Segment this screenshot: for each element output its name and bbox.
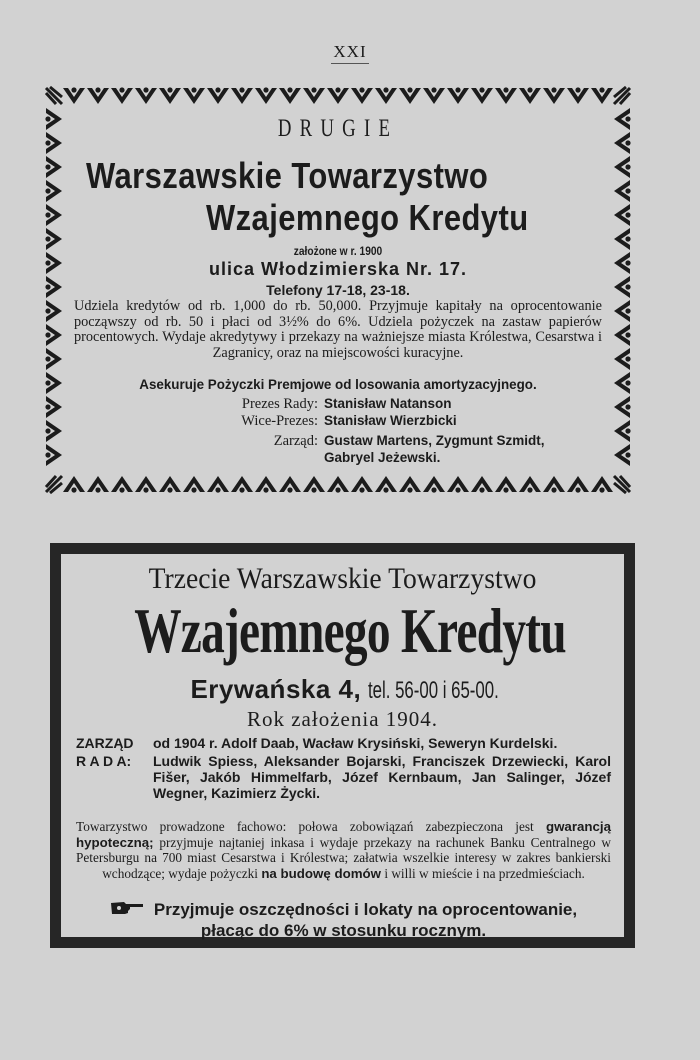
ad1-content	[66, 107, 610, 473]
ad1-founded: założone w r. 1900	[293, 244, 383, 258]
officer-role: Zarząd:	[273, 433, 318, 449]
officer-name: Stanisław Wierzbicki	[324, 413, 457, 428]
officer-role: Prezes Rady:	[241, 396, 318, 412]
officer-name: Gabryel Jeżewski.	[324, 450, 441, 465]
ad1-insurance: Asekuruje Pożyczki Premjowe od losowania amortyzacyjnego.	[139, 377, 537, 392]
ad2-body	[76, 819, 611, 881]
ad2-body-emphasis: na budowę domów	[261, 865, 381, 881]
ad2-title-line1: Trzecie Warszawskie Towarzystwo	[148, 562, 537, 595]
advertisement-drugie-towarzystwo	[44, 85, 632, 495]
ad1-title-line1: Warszawskie Towarzystwo	[86, 155, 489, 196]
board-members: Ludwik Spiess, Aleksander Bojarski, Franciszek Drzewiecki, Karol Fišer, Jakób Himmelfarb, Józef Kernbaum, Jan Salinger, Józef Wegner, Kazimierz Życki.	[153, 753, 611, 801]
ad2-phones: tel. 56-00 i 65-00.	[367, 677, 499, 704]
ad1-title-line2: Wzajemnego Kredytu	[206, 197, 529, 238]
pointing-hand-icon	[110, 900, 144, 921]
ornamental-border-bottom	[62, 473, 614, 495]
ad2-founded: Rok założenia 1904.	[246, 707, 439, 731]
board-row	[76, 735, 611, 751]
ornamental-border-right	[612, 107, 632, 473]
ornamental-border-left	[44, 107, 64, 473]
ad2-savings-line2: płacąc do 6% w stosunku rocznym.	[200, 921, 487, 941]
board-label: R A D A:	[76, 753, 132, 769]
ad2-address-line	[61, 674, 624, 705]
ad1-phones: Telefony 17-18, 23-18.	[266, 282, 410, 298]
board-row	[76, 753, 611, 801]
ad2-body-text: i willi w mieście i na przedmieściach.	[384, 865, 585, 881]
ad2-board	[76, 735, 611, 801]
officer-name: Stanisław Natanson	[324, 396, 452, 411]
ad2-body-text: Towarzystwo prowadzone fachowo: połowa zobowiązań zabezpieczona jest	[76, 819, 534, 834]
ornament-corner-top-left	[44, 85, 64, 107]
ad2-body-emphasis: gwarancją hypoteczną;	[76, 819, 612, 850]
ad2-body-text: przyjmuje najtaniej inkasa i wydaje przekazy na rachunek Banku Centralnego w Petersburgu na 700 miast Cesarstwa i Królestwa; załatwia wszelkie interesy w zakres bankierski wchodzące; wydaje pożyczki	[76, 834, 611, 881]
ornament-corner-bottom-right	[612, 473, 632, 495]
ad2-savings	[76, 900, 611, 941]
ornament-corner-top-right	[612, 85, 632, 107]
ad2-title-line2: Wzajemnego Kredytu	[134, 595, 566, 666]
page-number: XXI	[0, 42, 700, 62]
officer-role: Wice-Prezes:	[241, 413, 318, 429]
ornament-corner-bottom-left	[44, 473, 64, 495]
ad1-kicker: DRUGIE	[277, 115, 399, 142]
board-members: od 1904 r. Adolf Daab, Wacław Krysiński, Seweryn Kurdelski.	[153, 735, 558, 751]
ad1-body: Udziela kredytów od rb. 1,000 do rb. 50,000. Przyjmuje kapitały na oprocentowanie począwszy od rb. 50 i płaci od 3½% do 6%. Udziela pożyczek na zastaw papierów procentowych. Wydaje akredytywy i przekazy na ważniejsze miasta Królestwa, Cesarstwa i Zagranicy, oraz na miejscowości kuracyjne.	[74, 298, 602, 361]
ad1-street: ulica Włodzimierska Nr. 17.	[208, 259, 468, 279]
board-label: ZARZĄD	[76, 735, 134, 751]
ornamental-border-top	[62, 85, 614, 107]
ad2-savings-line1: Przyjmuje oszczędności i lokaty na oprocentowanie,	[153, 900, 578, 919]
officer-name: Gustaw Martens, Zygmunt Szmidt,	[324, 433, 545, 448]
ad2-address: Erywańska 4,	[190, 674, 362, 704]
advertisement-trzecie-towarzystwo	[50, 543, 635, 948]
